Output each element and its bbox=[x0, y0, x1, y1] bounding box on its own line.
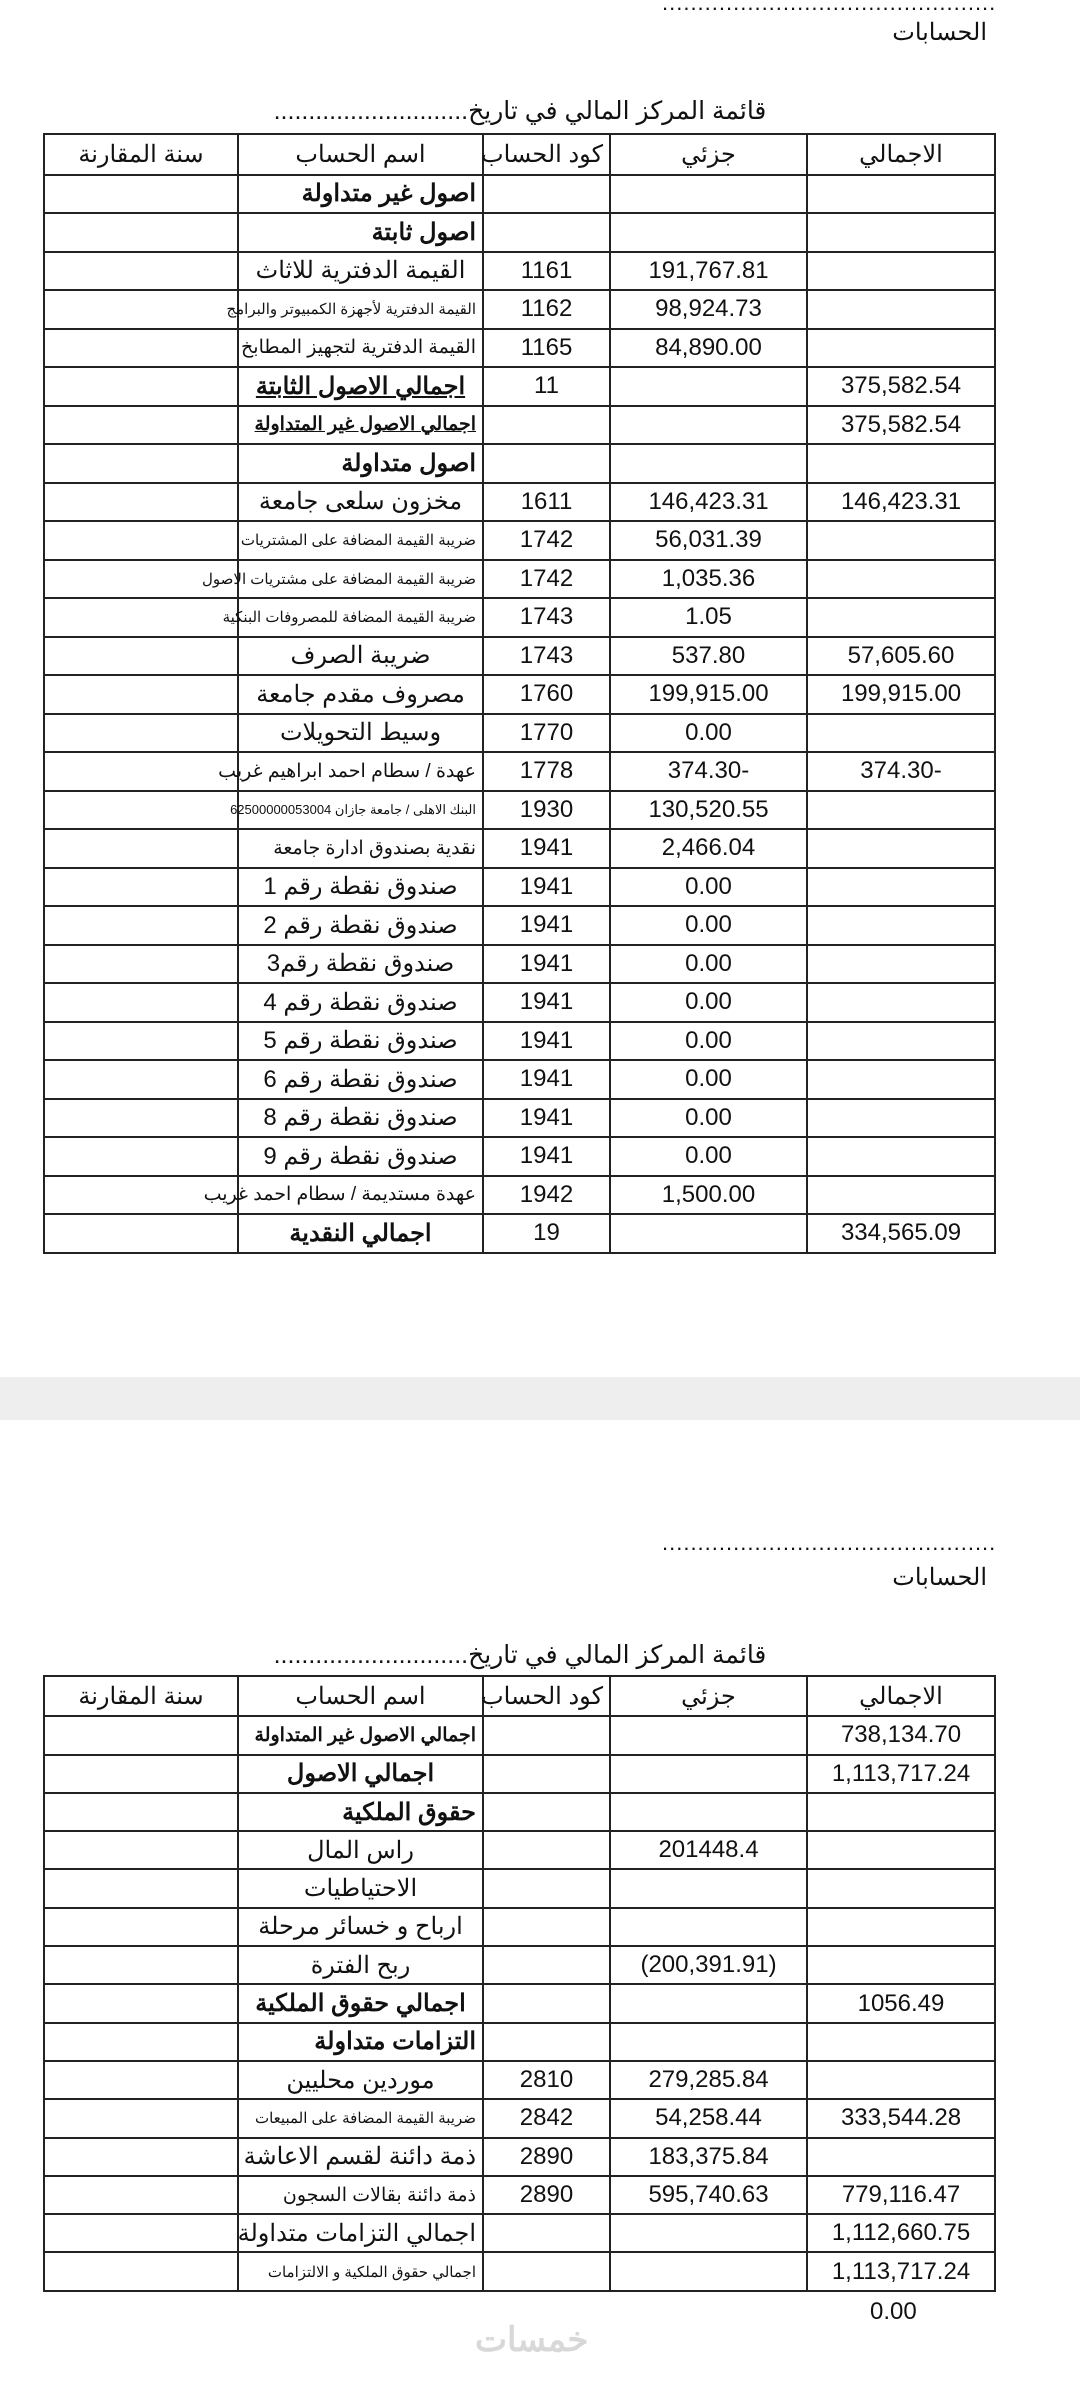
cell-name: راس المال bbox=[238, 1831, 483, 1869]
cell-partial bbox=[610, 175, 807, 214]
cell-name: عهدة / سطام احمد ابراهيم غريب bbox=[238, 752, 483, 791]
cell-total bbox=[807, 521, 995, 560]
cell-name: اجمالي النقدية bbox=[238, 1214, 483, 1253]
cell-name: اجمالي التزامات متداولة bbox=[238, 2214, 483, 2252]
cell-code bbox=[483, 2023, 610, 2061]
cell-total bbox=[807, 1099, 995, 1138]
table-row bbox=[44, 1908, 995, 1946]
cell-comparison bbox=[44, 1946, 238, 1984]
accounts-heading: الحسابات bbox=[892, 1564, 987, 1591]
cell-partial bbox=[610, 367, 807, 406]
cell-total: 1,113,717.24 bbox=[807, 2252, 995, 2290]
header-row bbox=[44, 134, 995, 175]
column-header-total: الاجمالي bbox=[807, 134, 995, 175]
cell-partial bbox=[610, 1755, 807, 1793]
cell-total bbox=[807, 868, 995, 907]
cell-comparison bbox=[44, 1908, 238, 1946]
cell-code: 2890 bbox=[483, 2138, 610, 2176]
cell-partial: 0.00 bbox=[610, 868, 807, 907]
cell-name: مخزون سلعى جامعة bbox=[238, 483, 483, 522]
cell-code bbox=[483, 175, 610, 214]
cell-partial: 0.00 bbox=[610, 1022, 807, 1061]
cell-code: 2842 bbox=[483, 2099, 610, 2137]
table-row bbox=[44, 675, 995, 714]
cell-code bbox=[483, 1869, 610, 1907]
cell-name: عهدة مستديمة / سطام احمد غريب bbox=[238, 1176, 483, 1215]
cell-comparison bbox=[44, 406, 238, 445]
cell-code: 2810 bbox=[483, 2061, 610, 2099]
cell-total: 1,112,660.75 bbox=[807, 2214, 995, 2252]
cell-comparison bbox=[44, 1869, 238, 1907]
cell-total: 334,565.09 bbox=[807, 1214, 995, 1253]
column-header-code: كود الحساب bbox=[483, 1676, 610, 1716]
table-row bbox=[44, 521, 995, 560]
cell-partial: 201448.4 bbox=[610, 1831, 807, 1869]
cell-comparison bbox=[44, 2176, 238, 2214]
table-row bbox=[44, 2023, 995, 2061]
column-header-name: اسم الحساب bbox=[238, 1676, 483, 1716]
cell-comparison bbox=[44, 1099, 238, 1138]
table-row bbox=[44, 560, 995, 599]
table-row bbox=[44, 290, 995, 329]
cell-code: 1941 bbox=[483, 1060, 610, 1099]
cell-name: اجمالي الاصول غير المتداولة bbox=[238, 1716, 483, 1754]
cell-name: صندوق نقطة رقم 8 bbox=[238, 1099, 483, 1138]
table-row bbox=[44, 906, 995, 945]
cell-comparison bbox=[44, 290, 238, 329]
cell-partial: 0.00 bbox=[610, 1137, 807, 1176]
table-row bbox=[44, 1214, 995, 1253]
cell-name: ذمة دائنة لقسم الاعاشة bbox=[238, 2138, 483, 2176]
cell-total bbox=[807, 1831, 995, 1869]
cell-comparison bbox=[44, 175, 238, 214]
cell-comparison bbox=[44, 329, 238, 368]
table-row bbox=[44, 714, 995, 753]
cell-comparison bbox=[44, 598, 238, 637]
cell-name: نقدية بصندوق ادارة جامعة bbox=[238, 829, 483, 868]
cell-comparison bbox=[44, 637, 238, 676]
cell-total: 375,582.54 bbox=[807, 367, 995, 406]
cell-name: صندوق نقطة رقم 1 bbox=[238, 868, 483, 907]
cell-comparison bbox=[44, 2099, 238, 2137]
cell-partial: 1.05 bbox=[610, 598, 807, 637]
cell-code: 1942 bbox=[483, 1176, 610, 1215]
cell-name: صندوق نقطة رقم 6 bbox=[238, 1060, 483, 1099]
cell-code: 1165 bbox=[483, 329, 610, 368]
cell-code: 1743 bbox=[483, 598, 610, 637]
cell-partial: 191,767.81 bbox=[610, 252, 807, 291]
cell-code bbox=[483, 1946, 610, 1984]
cell-name: موردين محليين bbox=[238, 2061, 483, 2099]
cell-comparison bbox=[44, 1137, 238, 1176]
cell-total bbox=[807, 444, 995, 483]
table-row bbox=[44, 637, 995, 676]
table-row bbox=[44, 1176, 995, 1215]
cell-comparison bbox=[44, 752, 238, 791]
cell-code: 1742 bbox=[483, 521, 610, 560]
cell-partial bbox=[610, 2252, 807, 2290]
cell-total bbox=[807, 2061, 995, 2099]
cell-name: اجمالي حقوق الملكية و الالتزامات bbox=[238, 2252, 483, 2290]
cell-name: وسيط التحويلات bbox=[238, 714, 483, 753]
cell-name: ضريبة القيمة المضافة للمصروفات البنكية bbox=[238, 598, 483, 637]
table-row bbox=[44, 791, 995, 830]
table-row bbox=[44, 444, 995, 483]
cell-total: -374.30 bbox=[807, 752, 995, 791]
cell-partial bbox=[610, 2214, 807, 2252]
cell-total: 779,116.47 bbox=[807, 2176, 995, 2214]
cell-total bbox=[807, 1869, 995, 1907]
cell-partial: 0.00 bbox=[610, 1060, 807, 1099]
table-row bbox=[44, 175, 995, 214]
statement-title: قائمة المركز المالي في تاريخ............................ bbox=[273, 1641, 767, 1669]
cell-total bbox=[807, 252, 995, 291]
table-row bbox=[44, 2214, 995, 2252]
cell-total bbox=[807, 1946, 995, 1984]
cell-code bbox=[483, 1984, 610, 2022]
cell-comparison bbox=[44, 1793, 238, 1831]
header-row bbox=[44, 1676, 995, 1716]
cell-partial: 0.00 bbox=[610, 1099, 807, 1138]
cell-name: القيمة الدفترية لأجهزة الكمبيوتر والبرامج bbox=[238, 290, 483, 329]
balance-sheet-table-page2 bbox=[43, 1675, 996, 2292]
table-row bbox=[44, 829, 995, 868]
table-row bbox=[44, 1022, 995, 1061]
column-header-name: اسم الحساب bbox=[238, 134, 483, 175]
cell-partial bbox=[610, 406, 807, 445]
cell-total: 1,113,717.24 bbox=[807, 1755, 995, 1793]
cell-total: 375,582.54 bbox=[807, 406, 995, 445]
cell-comparison bbox=[44, 367, 238, 406]
cell-comparison bbox=[44, 521, 238, 560]
column-header-total: الاجمالي bbox=[807, 1676, 995, 1716]
accounts-heading: الحسابات bbox=[892, 19, 987, 46]
cell-comparison bbox=[44, 483, 238, 522]
table-row bbox=[44, 1716, 995, 1754]
cell-total bbox=[807, 1908, 995, 1946]
cell-partial: 1,500.00 bbox=[610, 1176, 807, 1215]
column-header-partial: جزئي bbox=[610, 1676, 807, 1716]
cell-code: 1742 bbox=[483, 560, 610, 599]
cell-partial: 2,466.04 bbox=[610, 829, 807, 868]
cell-code: 1161 bbox=[483, 252, 610, 291]
cell-total bbox=[807, 2138, 995, 2176]
cell-name: القيمة الدفترية للاثاث bbox=[238, 252, 483, 291]
cell-partial bbox=[610, 1793, 807, 1831]
cell-code bbox=[483, 2252, 610, 2290]
cell-comparison bbox=[44, 1060, 238, 1099]
cell-partial: 537.80 bbox=[610, 637, 807, 676]
cell-comparison bbox=[44, 2214, 238, 2252]
cell-name: البنك الاهلى / جامعة جازان 62500000053004 bbox=[238, 791, 483, 830]
cell-code: 1941 bbox=[483, 1022, 610, 1061]
cell-comparison bbox=[44, 675, 238, 714]
cell-code bbox=[483, 1793, 610, 1831]
cell-total bbox=[807, 1793, 995, 1831]
cell-comparison bbox=[44, 2138, 238, 2176]
cell-code: 1611 bbox=[483, 483, 610, 522]
cell-comparison bbox=[44, 252, 238, 291]
cell-comparison bbox=[44, 2061, 238, 2099]
cell-partial bbox=[610, 1984, 807, 2022]
cell-code: 1941 bbox=[483, 829, 610, 868]
table-row bbox=[44, 213, 995, 252]
cell-partial: 0.00 bbox=[610, 983, 807, 1022]
cell-partial: 0.00 bbox=[610, 714, 807, 753]
cell-code bbox=[483, 2214, 610, 2252]
cell-partial: 1,035.36 bbox=[610, 560, 807, 599]
cell-code bbox=[483, 1716, 610, 1754]
cell-comparison bbox=[44, 868, 238, 907]
cell-partial bbox=[610, 444, 807, 483]
cell-name: حقوق الملكية bbox=[238, 1793, 483, 1831]
cell-name: اصول متداولة bbox=[238, 444, 483, 483]
cell-code bbox=[483, 1831, 610, 1869]
table-row bbox=[44, 1137, 995, 1176]
table-row bbox=[44, 1793, 995, 1831]
table-row bbox=[44, 752, 995, 791]
table-row bbox=[44, 868, 995, 907]
cell-comparison bbox=[44, 444, 238, 483]
cell-partial: 56,031.39 bbox=[610, 521, 807, 560]
cell-partial: 0.00 bbox=[610, 945, 807, 984]
cell-name: القيمة الدفترية لتجهيز المطابخ bbox=[238, 329, 483, 368]
table-row bbox=[44, 406, 995, 445]
cell-name: اصول غير متداولة bbox=[238, 175, 483, 214]
cell-code: 1941 bbox=[483, 1099, 610, 1138]
cell-total bbox=[807, 175, 995, 214]
column-header-comparison: سنة المقارنة bbox=[44, 134, 238, 175]
cell-code: 1770 bbox=[483, 714, 610, 753]
watermark-logo: خمسات bbox=[475, 2321, 589, 2359]
cell-partial bbox=[610, 1908, 807, 1946]
cell-name: ضريبة القيمة المضافة على مشتريات الاصول bbox=[238, 560, 483, 599]
cell-code: 19 bbox=[483, 1214, 610, 1253]
balance-difference: 0.00 bbox=[870, 2298, 917, 2325]
cell-partial bbox=[610, 213, 807, 252]
cell-name: صندوق نقطة رقم 5 bbox=[238, 1022, 483, 1061]
cell-name: صندوق نقطة رقم 2 bbox=[238, 906, 483, 945]
cell-total: 57,605.60 bbox=[807, 637, 995, 676]
cell-name: ضريبة القيمة المضافة على المشتريات bbox=[238, 521, 483, 560]
cell-total bbox=[807, 598, 995, 637]
cell-total: 1056.49 bbox=[807, 1984, 995, 2022]
cell-code: 1941 bbox=[483, 1137, 610, 1176]
cell-comparison bbox=[44, 829, 238, 868]
cell-name: اجمالي حقوق الملكية bbox=[238, 1984, 483, 2022]
cell-code: 1941 bbox=[483, 868, 610, 907]
table-row bbox=[44, 2176, 995, 2214]
table-row bbox=[44, 1984, 995, 2022]
cell-code bbox=[483, 444, 610, 483]
table-row bbox=[44, 1869, 995, 1907]
table-row bbox=[44, 598, 995, 637]
cell-total bbox=[807, 791, 995, 830]
table-row bbox=[44, 1060, 995, 1099]
cell-partial bbox=[610, 1214, 807, 1253]
cell-name: صندوق نقطة رقم 4 bbox=[238, 983, 483, 1022]
cell-code: 1162 bbox=[483, 290, 610, 329]
cell-partial: 595,740.63 bbox=[610, 2176, 807, 2214]
cell-code: 1930 bbox=[483, 791, 610, 830]
cell-comparison bbox=[44, 983, 238, 1022]
cell-partial: 54,258.44 bbox=[610, 2099, 807, 2137]
cell-code bbox=[483, 1908, 610, 1946]
cell-code: 11 bbox=[483, 367, 610, 406]
cell-code: 1743 bbox=[483, 637, 610, 676]
cell-partial: -374.30 bbox=[610, 752, 807, 791]
cell-comparison bbox=[44, 714, 238, 753]
table-row bbox=[44, 945, 995, 984]
cell-comparison bbox=[44, 2023, 238, 2061]
cell-comparison bbox=[44, 1984, 238, 2022]
cell-partial bbox=[610, 1716, 807, 1754]
cell-partial: (200,391.91) bbox=[610, 1946, 807, 1984]
cell-total bbox=[807, 945, 995, 984]
cell-total bbox=[807, 1060, 995, 1099]
cell-name: اجمالي الاصول bbox=[238, 1755, 483, 1793]
cell-partial: 130,520.55 bbox=[610, 791, 807, 830]
cell-name: الاحتياطيات bbox=[238, 1869, 483, 1907]
table-row bbox=[44, 2099, 995, 2137]
cell-code: 1941 bbox=[483, 983, 610, 1022]
cell-total bbox=[807, 1137, 995, 1176]
cell-comparison bbox=[44, 906, 238, 945]
cell-total bbox=[807, 329, 995, 368]
cell-total: 333,544.28 bbox=[807, 2099, 995, 2137]
cell-code: 1760 bbox=[483, 675, 610, 714]
cell-comparison bbox=[44, 791, 238, 830]
column-header-comparison: سنة المقارنة bbox=[44, 1676, 238, 1716]
table-row bbox=[44, 2138, 995, 2176]
cell-partial: 183,375.84 bbox=[610, 2138, 807, 2176]
cell-name: مصروف مقدم جامعة bbox=[238, 675, 483, 714]
cell-total bbox=[807, 213, 995, 252]
cell-name: ضريبة القيمة المضافة على المبيعات bbox=[238, 2099, 483, 2137]
column-header-partial: جزئي bbox=[610, 134, 807, 175]
cell-name: صندوق نقطة رقم 9 bbox=[238, 1137, 483, 1176]
cell-total: 199,915.00 bbox=[807, 675, 995, 714]
table-row bbox=[44, 2252, 995, 2290]
cell-name: ارباح و خسائر مرحلة bbox=[238, 1908, 483, 1946]
table-row bbox=[44, 367, 995, 406]
cell-comparison bbox=[44, 1716, 238, 1754]
cell-partial bbox=[610, 1869, 807, 1907]
cell-name: ربح الفترة bbox=[238, 1946, 483, 1984]
cell-total bbox=[807, 1176, 995, 1215]
cell-code bbox=[483, 213, 610, 252]
cell-total bbox=[807, 829, 995, 868]
cell-code bbox=[483, 1755, 610, 1793]
table-row bbox=[44, 252, 995, 291]
cell-code: 1941 bbox=[483, 945, 610, 984]
table-row bbox=[44, 2061, 995, 2099]
table-row bbox=[44, 1831, 995, 1869]
balance-sheet-table-page1 bbox=[43, 133, 996, 1254]
cell-partial: 146,423.31 bbox=[610, 483, 807, 522]
cell-name: اجمالي الاصول غير المتداولة bbox=[238, 406, 483, 445]
cell-total bbox=[807, 2023, 995, 2061]
table-row bbox=[44, 1946, 995, 1984]
signature-dots: ............................................... bbox=[662, 1530, 997, 1555]
cell-total bbox=[807, 983, 995, 1022]
cell-comparison bbox=[44, 213, 238, 252]
cell-name: اجمالي الاصول الثابتة bbox=[238, 367, 483, 406]
cell-total bbox=[807, 714, 995, 753]
signature-dots: ............................................... bbox=[662, 0, 997, 15]
cell-code bbox=[483, 406, 610, 445]
cell-partial: 98,924.73 bbox=[610, 290, 807, 329]
cell-total bbox=[807, 1022, 995, 1061]
cell-code: 1778 bbox=[483, 752, 610, 791]
statement-title: قائمة المركز المالي في تاريخ............................ bbox=[273, 97, 767, 125]
cell-total: 738,134.70 bbox=[807, 1716, 995, 1754]
cell-comparison bbox=[44, 945, 238, 984]
cell-comparison bbox=[44, 1831, 238, 1869]
cell-total bbox=[807, 290, 995, 329]
cell-comparison bbox=[44, 1022, 238, 1061]
cell-partial: 0.00 bbox=[610, 906, 807, 945]
cell-partial bbox=[610, 2023, 807, 2061]
table-row bbox=[44, 1099, 995, 1138]
cell-total: 146,423.31 bbox=[807, 483, 995, 522]
cell-name: ذمة دائنة بقالات السجون bbox=[238, 2176, 483, 2214]
cell-code: 2890 bbox=[483, 2176, 610, 2214]
cell-partial: 199,915.00 bbox=[610, 675, 807, 714]
table-row bbox=[44, 483, 995, 522]
column-header-code: كود الحساب bbox=[483, 134, 610, 175]
table-row bbox=[44, 1755, 995, 1793]
cell-total bbox=[807, 560, 995, 599]
page-separator bbox=[0, 1377, 1080, 1420]
table-row bbox=[44, 329, 995, 368]
cell-name: صندوق نقطة رقم3 bbox=[238, 945, 483, 984]
cell-comparison bbox=[44, 2252, 238, 2290]
cell-total bbox=[807, 906, 995, 945]
cell-code: 1941 bbox=[483, 906, 610, 945]
table-row bbox=[44, 983, 995, 1022]
cell-comparison bbox=[44, 1214, 238, 1253]
cell-name: اصول ثابتة bbox=[238, 213, 483, 252]
cell-partial: 279,285.84 bbox=[610, 2061, 807, 2099]
cell-name: التزامات متداولة bbox=[238, 2023, 483, 2061]
cell-partial: 84,890.00 bbox=[610, 329, 807, 368]
cell-comparison bbox=[44, 1755, 238, 1793]
cell-name: ضريبة الصرف bbox=[238, 637, 483, 676]
